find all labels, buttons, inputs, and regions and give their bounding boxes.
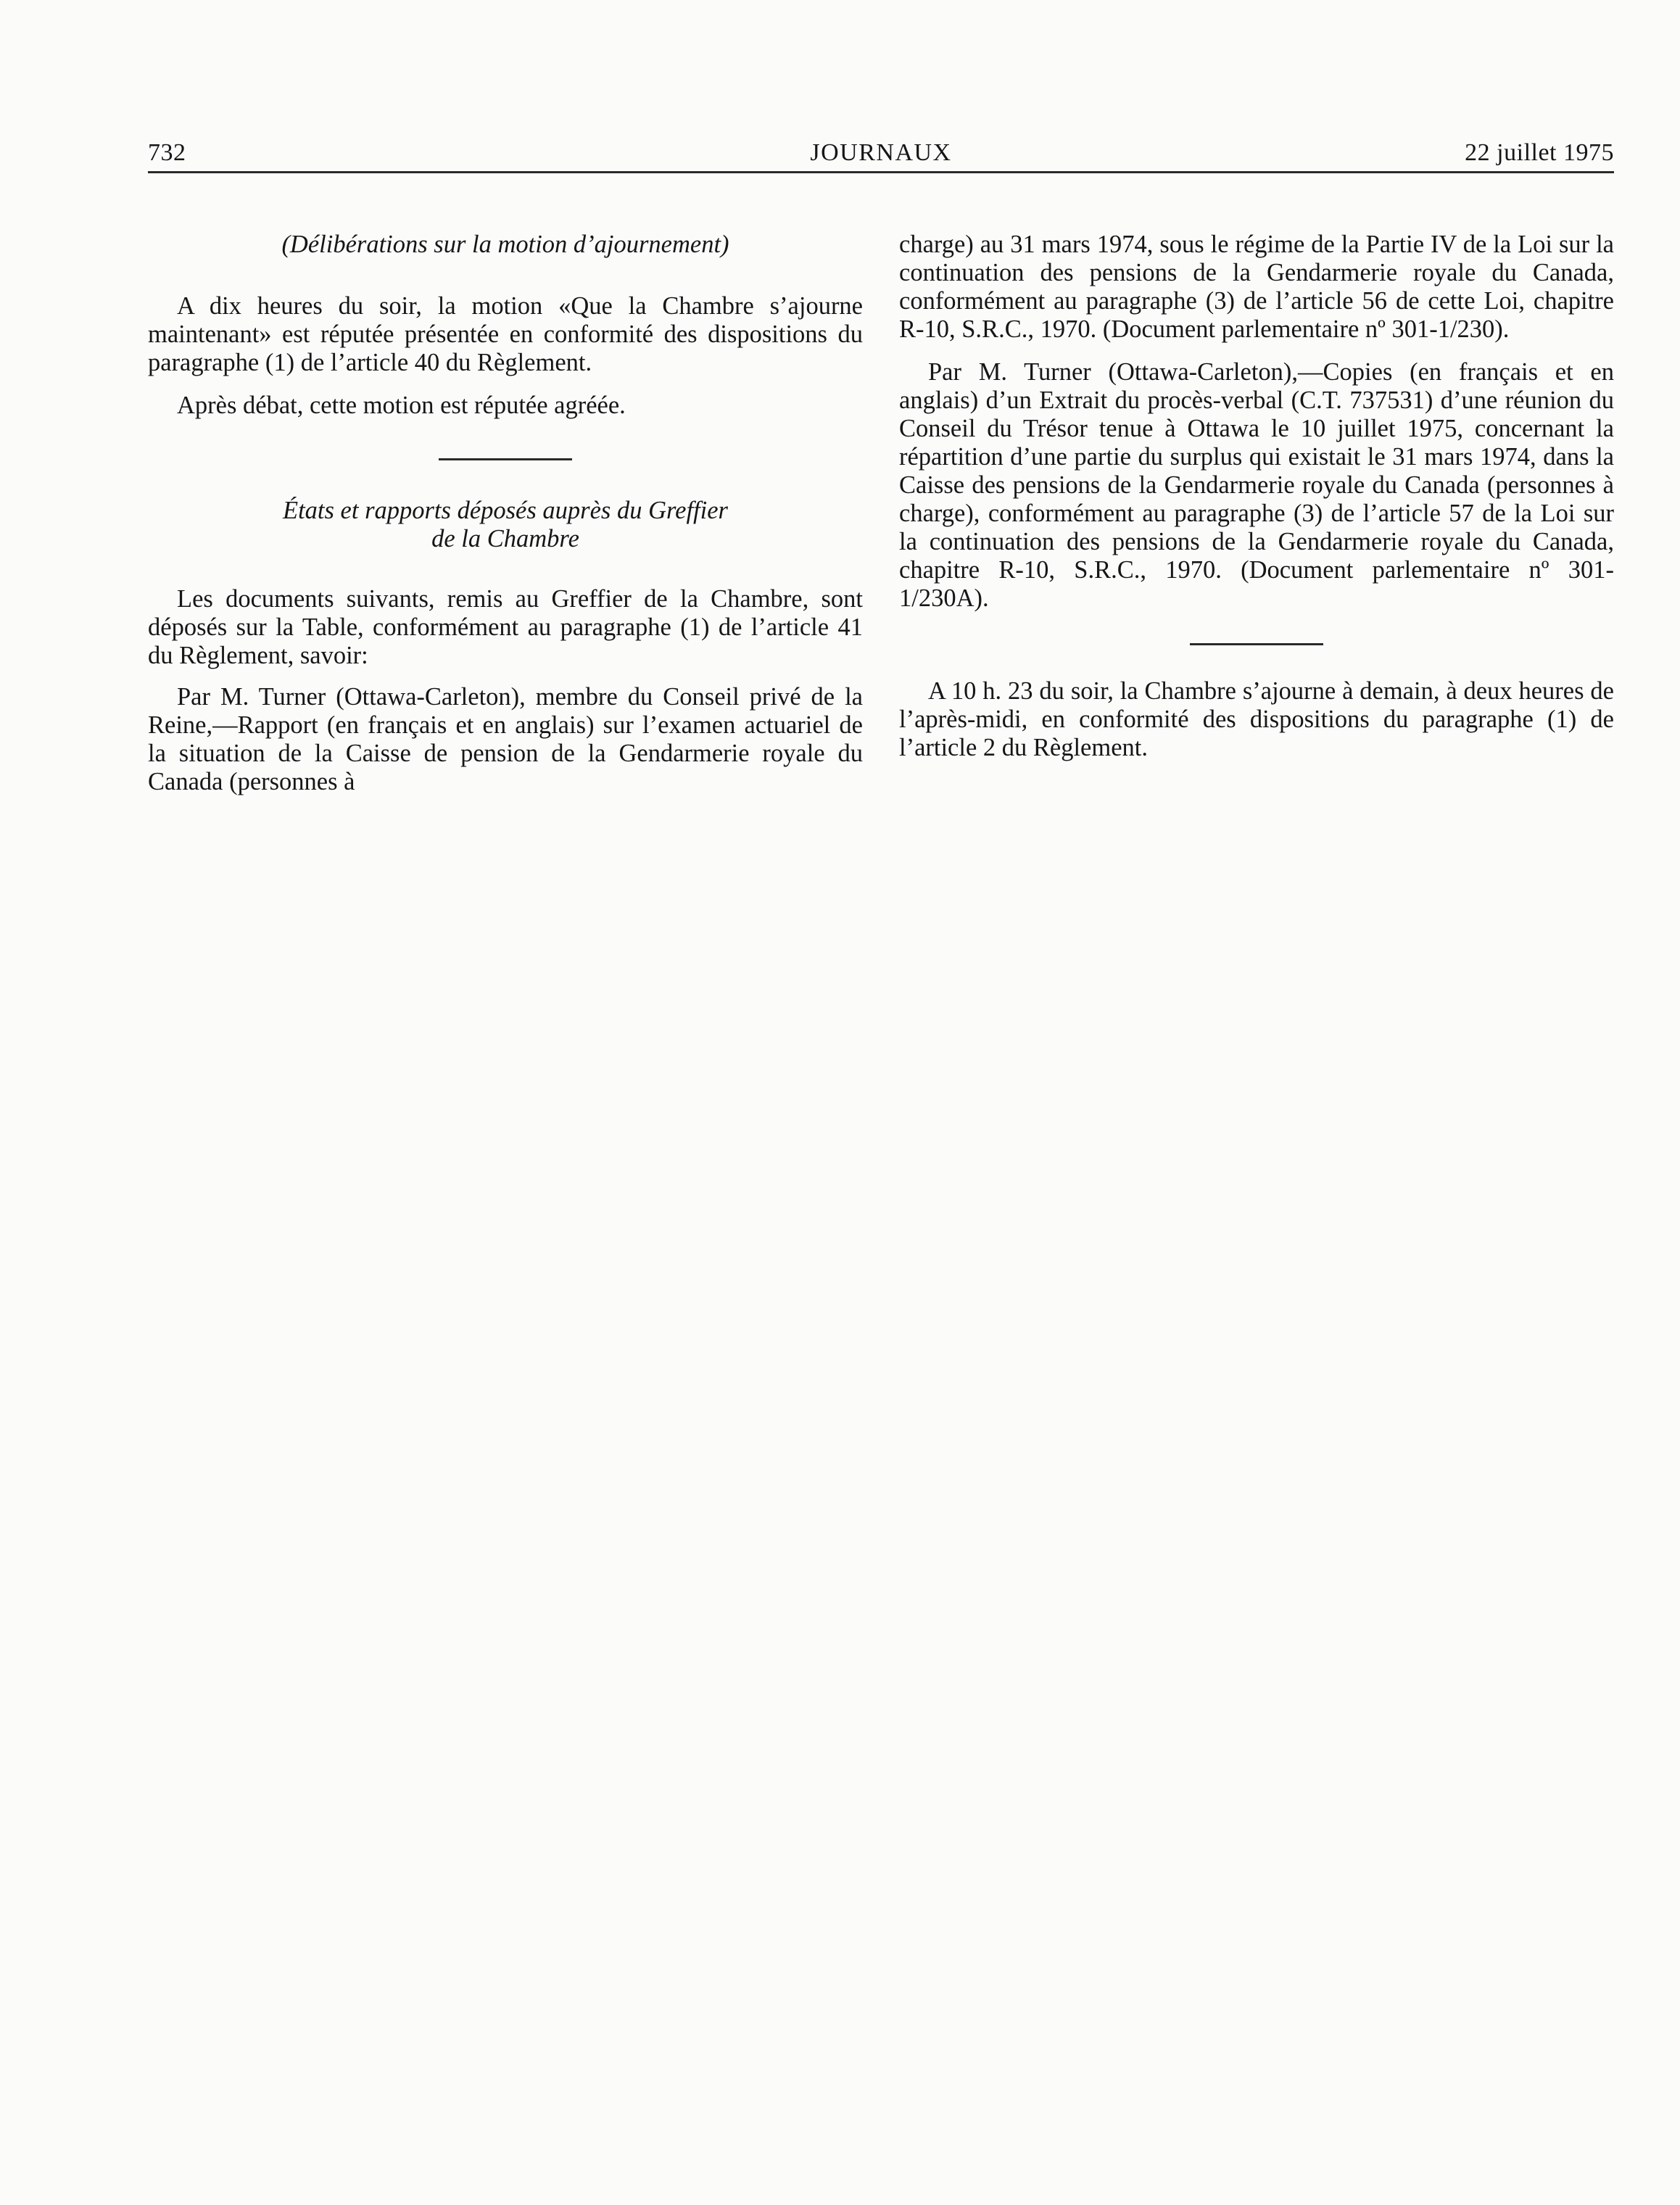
section-heading-documents	[148, 497, 863, 553]
paragraph-turner-report: Par M. Turner (Ottawa-Carleton), membre du Conseil privé de la Reine,—Rapport (en français et en anglais) sur l’examen actuariel de la situation de la Caisse de pension de la Gendarmerie royale du Canada (personnes à	[148, 683, 863, 795]
section-heading-adjournment: (Délibérations sur la motion d’ajournement)	[281, 231, 729, 258]
paragraph-documents-intro: Les documents suivants, remis au Greffier de la Chambre, sont déposés sur la Table, conformément au paragraphe (1) de l’article 41 du Règlement, savoir:	[148, 585, 863, 669]
running-title: JOURNAUX	[810, 139, 952, 166]
paragraph-debate-result: Après débat, cette motion est réputée agréée.	[177, 392, 626, 419]
page-header	[148, 135, 1614, 173]
section-divider	[439, 458, 572, 460]
section-heading-documents-line-1: États et rapports déposés auprès du Greffier	[283, 497, 728, 524]
paragraph-adjournment-motion: A dix heures du soir, la motion «Que la Chambre s’ajourne maintenant» est réputée présentée en conformité des dispositions du paragraphe (1) de l’article 40 du Règlement.	[148, 292, 863, 376]
section-heading-documents-line-2: de la Chambre	[431, 525, 579, 553]
paragraph-report-continued: charge) au 31 mars 1974, sous le régime de la Partie IV de la Loi sur la continuation des pensions de la Gendarmerie royale du Canada, conformément au paragraphe (3) de l’article 56 de cette Loi, chapitre R-10, S.R.C., 1970. (Document parlementaire nº 301-1/230).	[899, 231, 1614, 343]
page-number: 732	[148, 139, 186, 166]
left-column	[148, 231, 863, 796]
paragraph-house-adjourns: A 10 h. 23 du soir, la Chambre s’ajourne à demain, à deux heures de l’après-midi, en conformité des dispositions du paragraphe (1) de l’article 2 du Règlement.	[899, 677, 1614, 761]
section-divider	[1190, 643, 1323, 645]
page-date: 22 juillet 1975	[1465, 139, 1614, 166]
paragraph-turner-copies: Par M. Turner (Ottawa-Carleton),—Copies (en français et en anglais) d’un Extrait du procès-verbal (C.T. 737531) d’une réunion du Conseil du Trésor tenue à Ottawa le 10 juillet 1975, concernant la répartition d’une partie du surplus qui existait le 31 mars 1974, dans la Caisse des pensions de la Gendarmerie royale du Canada (personnes à charge), conformément au paragraphe (3) de l’article 57 de la Loi sur la continuation des pensions de la Gendarmerie royale du Canada, chapitre R-10, S.R.C., 1970. (Document parlementaire nº 301-1/230A).	[899, 358, 1614, 612]
right-column	[899, 231, 1614, 762]
